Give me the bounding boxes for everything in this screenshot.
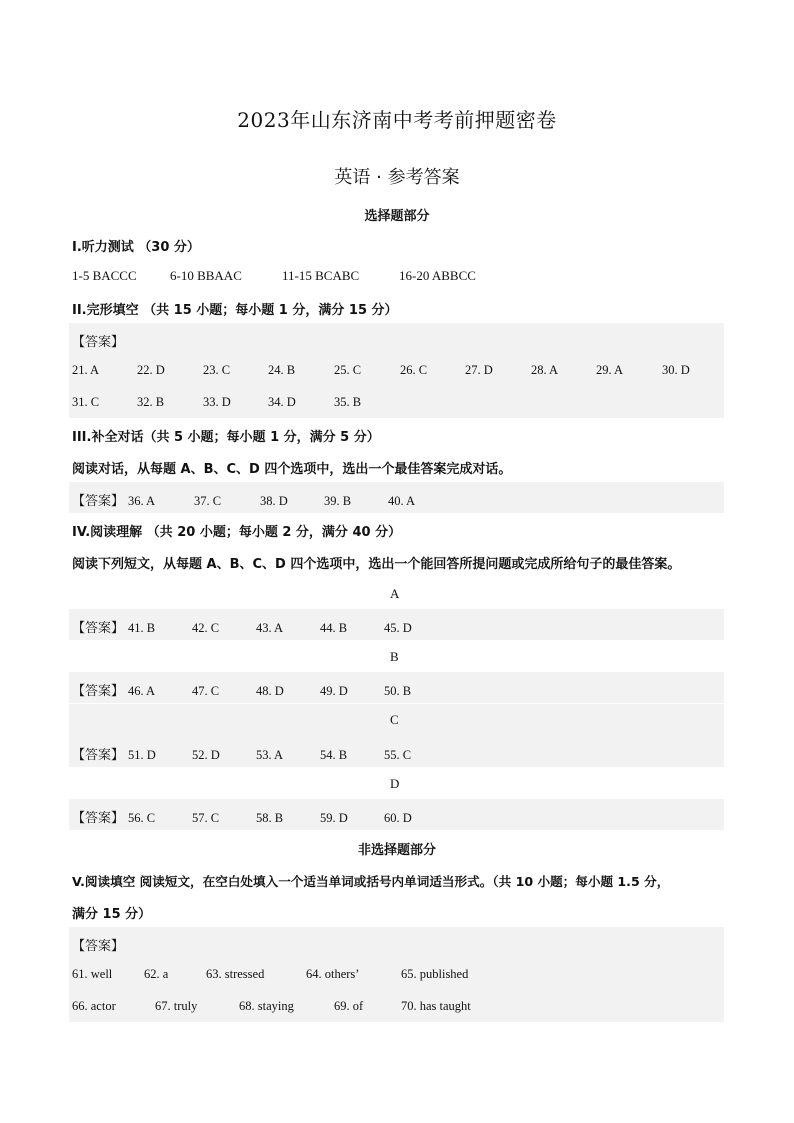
answer-item: 64. others’ bbox=[306, 967, 360, 981]
answer-item: 52. D bbox=[192, 748, 220, 762]
answer-item: 51. D bbox=[128, 748, 156, 762]
answer-item: 45. D bbox=[384, 621, 412, 635]
answer-item: 60. D bbox=[384, 811, 412, 825]
answer-item: 62. a bbox=[144, 967, 169, 981]
answer-item: 42. C bbox=[192, 621, 220, 635]
answer-item: 50. B bbox=[384, 684, 412, 698]
answer-item: 30. D bbox=[662, 363, 690, 377]
answer-item: 54. B bbox=[320, 748, 348, 762]
cloze-answers-row-1 bbox=[72, 363, 690, 378]
answer-item: 59. D bbox=[320, 811, 348, 825]
answer-item: 28. A bbox=[531, 363, 559, 377]
listening-group: 1-5 BACCC bbox=[72, 268, 137, 283]
answer-item: 46. A bbox=[128, 684, 156, 698]
answer-label: 【答案】 bbox=[72, 684, 125, 699]
answer-item: 41. B bbox=[128, 621, 156, 635]
answer-item: 37. C bbox=[194, 494, 222, 508]
page-title: 2023年山东济南中考考前押题密卷 bbox=[237, 108, 557, 132]
passage-letter: D bbox=[390, 776, 400, 791]
answer-item: 22. D bbox=[137, 363, 165, 377]
answer-item: 39. B bbox=[324, 494, 352, 508]
answer-item: 34. D bbox=[268, 395, 296, 409]
section-heading-reading: IV.阅读理解 （共 20 小题；每小题 2 分，满分 40 分） bbox=[72, 525, 402, 540]
listening-group: 16-20 ABBCC bbox=[399, 268, 476, 283]
section-heading-cloze: II.完形填空 （共 15 小题；每小题 1 分，满分 15 分） bbox=[72, 303, 398, 318]
answer-item: 36. A bbox=[128, 494, 156, 508]
fill-answers-row-2 bbox=[72, 999, 471, 1014]
answer-label: 【答案】 bbox=[72, 494, 125, 509]
answer-item: 44. B bbox=[320, 621, 348, 635]
answer-item: 35. B bbox=[334, 395, 362, 409]
answer-label: 【答案】 bbox=[72, 748, 125, 763]
section-heading-dialogue: III.补全对话（共 5 小题；每小题 1 分，满分 5 分） bbox=[72, 430, 380, 445]
listening-group: 11-15 BCABC bbox=[282, 268, 360, 283]
passage-letter: B bbox=[390, 649, 399, 664]
answer-item: 47. C bbox=[192, 684, 220, 698]
listening-answers bbox=[72, 268, 476, 284]
answer-item: 61. well bbox=[72, 967, 113, 981]
answer-item: 27. D bbox=[465, 363, 493, 377]
answer-item: 38. D bbox=[260, 494, 288, 508]
answer-item: 31. C bbox=[72, 395, 100, 409]
reading-answers-a bbox=[72, 617, 412, 636]
answer-item: 63. stressed bbox=[206, 967, 265, 981]
part-heading-choice: 选择题部分 bbox=[364, 209, 430, 224]
answer-item: 58. B bbox=[256, 811, 284, 825]
reading-answers-c bbox=[72, 744, 411, 763]
answer-item: 70. has taught bbox=[401, 999, 471, 1013]
answer-item: 43. A bbox=[256, 621, 284, 635]
dialogue-answers bbox=[72, 490, 415, 509]
answer-label: 【答案】 bbox=[72, 335, 125, 350]
answer-label: 【答案】 bbox=[72, 939, 125, 954]
reading-answers-d bbox=[72, 807, 412, 826]
answer-item: 49. D bbox=[320, 684, 348, 698]
answer-label: 【答案】 bbox=[72, 621, 125, 636]
listening-group: 6-10 BBAAC bbox=[170, 268, 242, 283]
answer-item: 29. A bbox=[596, 363, 624, 377]
section-heading-fill-cont: 满分 15 分） bbox=[72, 907, 152, 922]
answer-item: 24. B bbox=[268, 363, 296, 377]
reading-answers-b bbox=[72, 680, 411, 699]
section-heading-fill: V.阅读填空 阅读短文，在空白处填入一个适当单词或括号内单词适当形式。（共 10 小题；每小题 1.5 分， bbox=[72, 874, 670, 889]
reading-instruction: 阅读下列短文，从每题 A、B、C、D 四个选项中，选出一个能回答所提问题或完成所给句子的最佳答案。 bbox=[72, 557, 681, 572]
answer-item: 67. truly bbox=[155, 999, 198, 1013]
answer-item: 25. C bbox=[334, 363, 362, 377]
passage-letter: C bbox=[390, 712, 399, 727]
answer-item: 23. C bbox=[203, 363, 231, 377]
answer-item: 55. C bbox=[384, 748, 412, 762]
answer-item: 66. actor bbox=[72, 999, 116, 1013]
answer-label: 【答案】 bbox=[72, 811, 125, 826]
passage-letter: A bbox=[390, 586, 400, 601]
answer-item: 40. A bbox=[388, 494, 416, 508]
page-subtitle: 英语 · 参考答案 bbox=[334, 167, 460, 188]
section-heading-listening: I.听力测试 （30 分） bbox=[72, 240, 200, 255]
answer-item: 68. staying bbox=[239, 999, 294, 1013]
answer-item: 53. A bbox=[256, 748, 284, 762]
answer-item: 32. B bbox=[137, 395, 165, 409]
answer-item: 21. A bbox=[72, 363, 100, 377]
part-heading-non-choice: 非选择题部分 bbox=[357, 843, 436, 858]
cloze-answers-row-2 bbox=[72, 395, 361, 410]
answer-item: 69. of bbox=[334, 999, 364, 1013]
fill-answers-row-1 bbox=[72, 967, 468, 982]
answer-item: 26. C bbox=[400, 363, 428, 377]
answer-item: 56. C bbox=[128, 811, 156, 825]
dialogue-instruction: 阅读对话，从每题 A、B、C、D 四个选项中，选出一个最佳答案完成对话。 bbox=[72, 462, 512, 477]
answer-item: 33. D bbox=[203, 395, 231, 409]
answer-item: 48. D bbox=[256, 684, 284, 698]
answer-item: 57. C bbox=[192, 811, 220, 825]
answer-item: 65. published bbox=[401, 967, 469, 981]
